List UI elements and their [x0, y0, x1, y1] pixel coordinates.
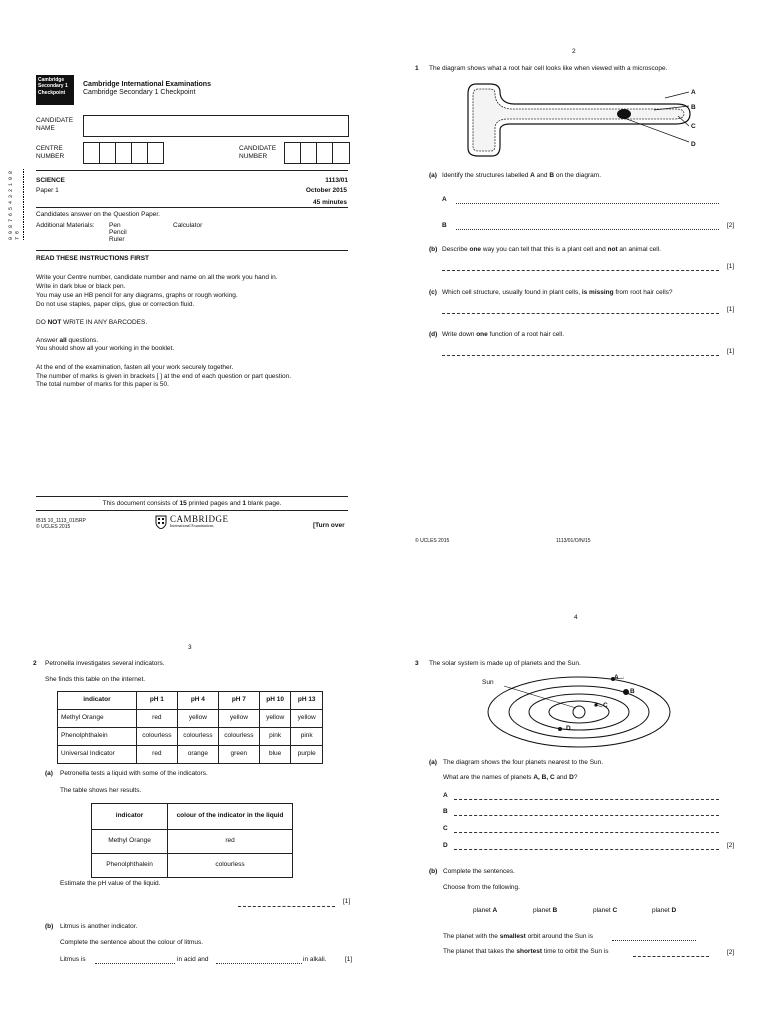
answer-a-line[interactable] — [454, 799, 719, 800]
table-cell: Phenolphthalein — [92, 854, 168, 878]
paper-number: Paper 1 — [36, 187, 59, 194]
table-cell: yellow — [291, 710, 323, 728]
part-a-label: (a) — [429, 172, 437, 179]
duration: 45 minutes — [313, 199, 347, 206]
table-cell: red — [168, 830, 293, 854]
sun-label: Sun — [482, 679, 494, 686]
mark-d: [1] — [727, 348, 735, 355]
mark-c: [1] — [727, 306, 735, 313]
material-item: Pen — [109, 222, 121, 229]
solar-system-diagram — [484, 672, 676, 750]
page-2 — [384, 0, 768, 560]
page-number: 2 — [572, 48, 576, 55]
table-cell: Methyl Orange — [92, 830, 168, 854]
table-row — [58, 710, 323, 728]
table-cell: red — [136, 710, 177, 728]
planet-label: C — [603, 702, 608, 709]
answer-line[interactable] — [442, 355, 719, 356]
answer-all: Answer all questions. — [36, 337, 99, 344]
part-a-label: (a) — [45, 770, 53, 777]
paper-code: 1113/01 — [325, 177, 348, 184]
end-line: The number of marks is given in brackets [ ] at the end of each question or part question. — [36, 373, 292, 380]
mark-a: [2] — [727, 842, 735, 849]
cambridge-logo — [155, 515, 229, 529]
diagram-label: A — [691, 89, 696, 96]
part-b-label: (b) — [429, 246, 438, 253]
planet-b-dot — [623, 689, 629, 695]
table-header: indicator — [58, 692, 137, 710]
end-line: At the end of the examination, fasten all your work securely together. — [36, 364, 234, 371]
litmus-alkali-blank[interactable] — [216, 963, 302, 964]
choice-item: planet C — [593, 907, 618, 914]
barcode-warning: DO NOT WRITE IN ANY BARCODES. — [36, 319, 148, 326]
answer-a-label: A — [443, 792, 448, 799]
sentence-1: The planet with the smallest orbit around the Sun is — [443, 933, 593, 940]
table-header: colour of the indicator in the liquid — [168, 804, 293, 830]
instructions-heading: READ THESE INSTRUCTIONS FIRST — [36, 255, 150, 262]
answer-b-line[interactable] — [454, 815, 719, 816]
answer-a-line[interactable] — [456, 203, 719, 204]
answer-d-label: D — [443, 842, 448, 849]
results-intro: The table shows her results. — [60, 787, 142, 794]
indicator-table — [57, 691, 323, 764]
paper-code-footer: 1113/01/O/N/15 — [556, 538, 591, 544]
sentence-1-blank[interactable] — [612, 940, 696, 941]
table-cell: pink — [291, 728, 323, 746]
table-row — [58, 728, 323, 746]
org-name: Cambridge International Examinations — [83, 81, 211, 88]
instruction-line: Do not use staples, paper clips, glue or correction fluid. — [36, 301, 195, 308]
part-a-question: What are the names of planets A, B, C and D? — [443, 774, 578, 781]
table-cell: pink — [259, 728, 291, 746]
page-3 — [0, 560, 384, 1024]
instruction-line: Write your Centre number, candidate number and name on all the work you hand in. — [36, 274, 278, 281]
table-cell: green — [218, 746, 259, 764]
mark-b: [2] — [727, 949, 735, 956]
ib-code: IB15 10_1113_01/5RP — [36, 518, 86, 524]
mark-a: [2] — [727, 222, 735, 229]
logo-line: Secondary 1 — [38, 83, 68, 90]
part-a-text: Petronella tests a liquid with some of the indicators. — [60, 770, 208, 777]
part-a-text: Identify the structures labelled A and B on the diagram. — [442, 172, 602, 179]
part-b-text: Litmus is another indicator. — [60, 923, 138, 930]
table-cell: purple — [291, 746, 323, 764]
part-b-text: Complete the sentences. — [443, 868, 515, 875]
session: October 2015 — [305, 187, 347, 194]
table-header-row — [58, 692, 323, 710]
answer-b-label: B — [443, 808, 448, 815]
diagram-label: C — [691, 123, 696, 130]
table-header: indicator — [92, 804, 168, 830]
answer-line[interactable] — [442, 313, 719, 314]
choice-item: planet A — [473, 907, 498, 914]
table-header-row — [92, 804, 293, 830]
additional-materials-label: Additional Materials: — [36, 222, 95, 229]
litmus-acid-blank[interactable] — [95, 963, 175, 964]
choice-item: planet B — [533, 907, 558, 914]
candidate-number-field[interactable] — [284, 142, 350, 162]
cambridge-sub: International Examinations — [170, 523, 214, 529]
table-intro: She finds this table on the internet. — [45, 676, 146, 683]
cambridge-wordmark: CAMBRIDGE — [170, 514, 229, 525]
answer-c-line[interactable] — [454, 832, 719, 833]
page-4 — [384, 560, 768, 1024]
question-text: Petronella investigates several indicators. — [45, 660, 165, 667]
table-cell: Methyl Orange — [58, 710, 137, 728]
material-item: Pencil — [109, 229, 127, 236]
barcode-digits: 0 9 8 7 6 5 4 3 2 1 9 8 7 6 — [8, 170, 21, 240]
question-number: 2 — [33, 660, 37, 667]
table-row — [92, 854, 293, 878]
checkpoint-logo — [36, 75, 74, 105]
diagram-label: B — [691, 104, 696, 111]
table-row — [58, 746, 323, 764]
show-working: You should show all your working in the booklet. — [36, 345, 175, 352]
table-header: pH 7 — [218, 692, 259, 710]
planet-label: D — [566, 725, 571, 732]
candidate-name-field[interactable] — [83, 115, 349, 137]
part-d-text: Write down one function of a root hair cell. — [442, 331, 565, 338]
table-cell: yellow — [177, 710, 218, 728]
table-row — [92, 830, 293, 854]
question-text: The diagram shows what a root hair cell looks like when viewed with a microscope. — [429, 65, 668, 72]
part-a-label: (a) — [429, 759, 437, 766]
answer-b-line[interactable] — [456, 229, 719, 230]
answer-on-text: Candidates answer on the Question Paper. — [36, 211, 160, 218]
logo-line: Checkpoint — [38, 89, 66, 96]
question-number: 1 — [415, 65, 419, 72]
subject: SCIENCE — [36, 177, 65, 184]
turn-over: [Turn over — [313, 522, 345, 529]
planet-label: A — [614, 674, 619, 681]
table-cell: Phenolphthalein — [58, 728, 137, 746]
program-name: Cambridge Secondary 1 Checkpoint — [83, 89, 196, 96]
part-a-text: The diagram shows the four planets nearest to the Sun. — [443, 759, 604, 766]
planet-label: B — [630, 688, 635, 695]
question-number: 3 — [415, 660, 419, 667]
mark-a: [1] — [343, 898, 351, 905]
page-count-note: This document consists of 15 printed pages and 1 blank page. — [102, 500, 282, 507]
estimate-text: Estimate the pH value of the liquid. — [60, 880, 161, 887]
answer-a-label: A — [442, 196, 447, 203]
table-cell: colourless — [218, 728, 259, 746]
litmus-word-1: Litmus is — [60, 956, 86, 963]
part-b-label: (b) — [45, 923, 54, 930]
end-line: The total number of marks for this paper is 50. — [36, 381, 169, 388]
litmus-word-3: in alkali. — [303, 956, 327, 963]
part-d-label: (d) — [429, 331, 438, 338]
page-number: 3 — [188, 644, 192, 651]
calculator-item: Calculator — [173, 222, 203, 229]
instruction-line: Write in dark blue or black pen. — [36, 283, 126, 290]
table-cell: colourless — [168, 854, 293, 878]
barcode — [6, 168, 24, 240]
question-text: The solar system is made up of planets and the Sun. — [429, 660, 581, 667]
table-cell: orange — [177, 746, 218, 764]
table-cell: Universal Indicator — [58, 746, 137, 764]
answer-line[interactable] — [442, 270, 719, 271]
diagram-label: D — [691, 141, 696, 148]
table-header: pH 13 — [291, 692, 323, 710]
table-header: pH 4 — [177, 692, 218, 710]
choice-item: planet D — [652, 907, 677, 914]
part-b-choose: Choose from the following. — [443, 884, 520, 891]
answer-b-label: B — [442, 222, 447, 229]
material-item: Ruler — [109, 236, 125, 243]
page-number: 4 — [574, 614, 578, 621]
logo-line: Cambridge — [38, 77, 65, 83]
table-cell: blue — [259, 746, 291, 764]
litmus-word-2: in acid and — [177, 956, 209, 963]
table-header: pH 1 — [136, 692, 177, 710]
table-cell: yellow — [259, 710, 291, 728]
ucles-cover: © UCLES 2015 — [36, 524, 71, 530]
sentence-2-blank[interactable] — [633, 956, 709, 957]
part-b-text: Describe one way you can tell that this is a plant cell and not an animal cell. — [442, 246, 661, 253]
centre-number-field[interactable] — [83, 142, 164, 162]
part-c-label: (c) — [429, 289, 437, 296]
sentence-2: The planet that takes the shortest time to orbit the Sun is — [443, 948, 609, 955]
answer-d-line[interactable] — [454, 849, 719, 850]
candidate-number-label: CANDIDATE NUMBER — [239, 145, 277, 161]
table-cell: colourless — [136, 728, 177, 746]
ucles-footer: © UCLES 2015 — [415, 538, 450, 544]
root-hair-cell-diagram — [464, 80, 694, 158]
table-cell: colourless — [177, 728, 218, 746]
answer-line[interactable] — [238, 906, 335, 907]
part-b-complete: Complete the sentence about the colour of litmus. — [60, 939, 204, 946]
table-cell: red — [136, 746, 177, 764]
cover-page — [0, 0, 384, 560]
part-c-text: Which cell structure, usually found in plant cells, is missing from root hair cells? — [442, 289, 673, 296]
crest-icon — [155, 515, 167, 529]
candidate-name-label: CANDIDATE NAME — [36, 117, 74, 133]
table-header: pH 10 — [259, 692, 291, 710]
mark-b: [1] — [727, 263, 735, 270]
table-cell: yellow — [218, 710, 259, 728]
instruction-line: You may use an HB pencil for any diagrams, graphs or rough working. — [36, 292, 238, 299]
mark-b: [1] — [345, 956, 353, 963]
part-b-label: (b) — [429, 868, 438, 875]
centre-number-label: CENTRE NUMBER — [36, 145, 65, 161]
results-table — [91, 803, 293, 878]
answer-c-label: C — [443, 825, 448, 832]
